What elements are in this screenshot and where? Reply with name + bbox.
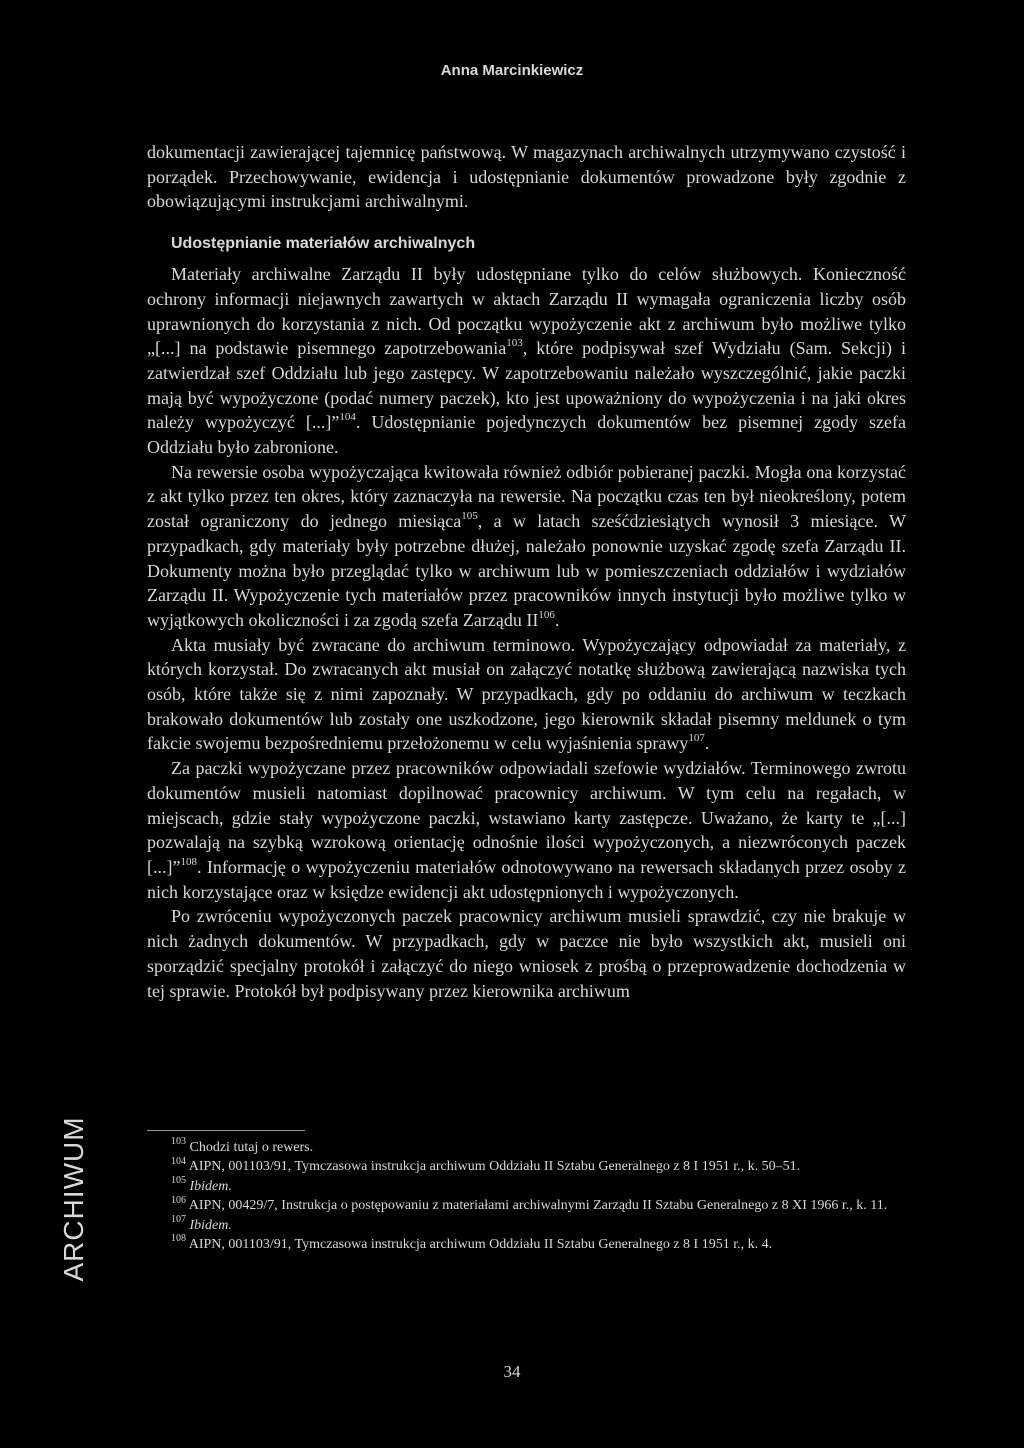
footnote-text: AIPN, 00429/7, Instrukcja o postępowaniu z materiałami archiwalnymi Zarządu II Sztabu Generalnego z 8 XI 1966 r., k. 11. xyxy=(188,1198,888,1214)
footnote-text: AIPN, 001103/91, Tymczasowa instrukcja archiwum Oddziału II Sztabu Generalnego z 8 I 1951 r., k. 50–51. xyxy=(188,1159,801,1175)
side-label-text: ARCHIWUM xyxy=(58,1116,89,1282)
paragraph-1-part-c: . Udostępnianie pojedynczych dokumentów bez pisemnej zgody szefa Oddziału było zabronione. xyxy=(147,412,907,458)
paragraph-2-part-b: , a w latach sześćdziesiątych wynosił 3 miesiące. W przypadkach, gdy materiały były potrzebne dłużej, należało ponownie uzyskać zgodę szefa Zarządu II. Dokumenty można było przeglądać tylko w archiwum lub w pomieszczeniach oddziałów i wydziałów Zarządu II. Wypożyczenie tych materiałów przez pracowników innych instytucji było możliwe tylko w wyjątkowych okoliczności i za zgodą szefa Zarządu II xyxy=(147,511,906,630)
footnote-number: 108 xyxy=(171,1233,186,1245)
footnote-106 xyxy=(147,1196,906,1215)
footnote-number: 106 xyxy=(171,1194,186,1206)
paragraph-1-part-b: , które podpisywał szef Wydziału (Sam. Sekcji) i zatwierdzał szef Oddziału lub jego zastępcy. W zapotrzebowaniu należało wyszczególnić, jakie paczki mają być wypożyczone (podać numery paczek), kto jest upoważniony do wypożyczenia i na jaki okres należy wypożyczyć [...]” xyxy=(147,338,906,433)
footnote-text: Ibidem. xyxy=(189,1217,232,1233)
footnote-number: 105 xyxy=(171,1175,186,1187)
paragraph-5: Po zwróceniu wypożyczonych paczek pracownicy archiwum musieli sprawdzić, czy nie brakuje w nich żadnych dokumentów. W przypadkach, gdy w paczce nie było wszystkich akt, musieli oni sporządzić specjalny protokół i załączyć do niego wniosek z prośbą o przeprowadzenie dochodzenia w tej sprawie. Protokół był podpisywany przez kierownika archiwum xyxy=(147,906,906,1001)
paragraph-3-part-a: Akta musiały być zwracane do archiwum terminowo. Wypożyczający odpowiadał za materiały, z których korzystał. Do zwracanych akt musiał on załączyć notatkę służbową zawierającą nazwiska tych osób, które także się z nimi zapoznały. W przypadkach, gdy po oddaniu do archiwum w teczkach brakowało dokumentów lub zostały one uszkodzone, jego kierownik składał pisemny meldunek o tym fakcie swojemu bezpośredniemu przełożonemu w celu wyjaśnienia sprawy xyxy=(147,634,906,754)
section-heading: Udostępnianie materiałów archiwalnych xyxy=(171,235,476,253)
paragraph-4-part-a: Za paczki wypożyczane przez pracowników odpowiadali szefowie wydziałów. Terminowego zwrotu dokumentów musieli natomiast dopilnować pracownicy archiwum. W tym celu na regałach, w miejscach, gdzie stały wypożyczone paczki, wstawiano karty zastępcze. Uważano, że karty te „[...] pozwalają na szybką wzrokową orientację odnośnie ilości wypożyczonych, a niezwróconych paczek [...]” xyxy=(147,758,906,877)
paragraph-4-part-b: . Informację o wypożyczeniu materiałów odnotowywano na rewersach składanych przez osoby z nich korzystające oraz w księdze ewidencji akt udostępnionych i wypożyczonych. xyxy=(147,856,906,902)
paragraph-2 xyxy=(147,460,906,633)
footnote-ref-107[interactable]: 107 xyxy=(688,732,705,745)
footnote-number: 104 xyxy=(171,1155,186,1167)
footnote-103 xyxy=(147,1138,906,1157)
footnotes xyxy=(147,1138,906,1254)
paragraph-2-part-c: . xyxy=(554,609,560,630)
main-text xyxy=(147,140,906,1003)
footnote-number: 103 xyxy=(171,1136,186,1148)
paragraph-2-part-a: Na rewersie osoba wypożyczająca kwitowała również odbiór pobieranej paczki. Mogła ona korzystać z akt tylko przez ten okres, który zaznaczyła na rewersie. Na początku czas ten był nieokreślony, potem został ograniczony do jednego miesiąca xyxy=(147,461,906,532)
footnote-107 xyxy=(147,1213,906,1235)
footnote-ref-105[interactable]: 105 xyxy=(461,510,478,523)
paragraph-3-part-b: . xyxy=(704,733,710,754)
footnote-105 xyxy=(147,1177,906,1196)
paragraph-intro: dokumentacji zawierającej tajemnicę państwową. W magazynach archiwalnych utrzymywano czystość i porządek. Przechowywanie, ewidencja i udostępnianie dokumentów prowadzone były zgodnie z obowiązującymi instrukcjami archiwalnymi. xyxy=(147,142,906,212)
footnote-ref-103[interactable]: 103 xyxy=(506,337,523,350)
footnote-text: Chodzi tutaj o rewers. xyxy=(189,1140,314,1155)
footnote-ref-104[interactable]: 104 xyxy=(339,411,356,424)
footnote-108 xyxy=(147,1235,906,1254)
footnote-text: AIPN, 001103/91, Tymczasowa instrukcja archiwum Oddziału II Sztabu Generalnego z 8 I 1951 r., k. 4. xyxy=(188,1237,773,1253)
page-number: 34 xyxy=(503,1362,521,1381)
footnote-text: Ibidem. xyxy=(189,1178,232,1194)
paragraph-3 xyxy=(147,633,906,757)
footnote-number: 107 xyxy=(171,1213,186,1225)
side-label xyxy=(54,1088,94,1310)
footnote-104 xyxy=(147,1157,906,1176)
footnote-ref-106[interactable]: 106 xyxy=(538,608,555,621)
footnote-divider xyxy=(147,1130,305,1131)
running-head-author: Anna Marcinkiewicz xyxy=(440,62,584,79)
paragraph-4 xyxy=(147,756,906,904)
paragraph-1 xyxy=(147,262,906,460)
paragraph-1-part-a: Materiały archiwalne Zarządu II były udostępniane tylko do celów służbowych. Konieczność ochrony informacji niejawnych zawartych w aktach Zarządu II wymagała ograniczenia liczby osób uprawnionych do korzystania z nich. Od początku wypożyczenie akt z archiwum było możliwe tylko „[...] na podstawie pisemnego zapotrzebowania xyxy=(147,264,906,359)
footnote-ref-108[interactable]: 108 xyxy=(180,855,197,868)
